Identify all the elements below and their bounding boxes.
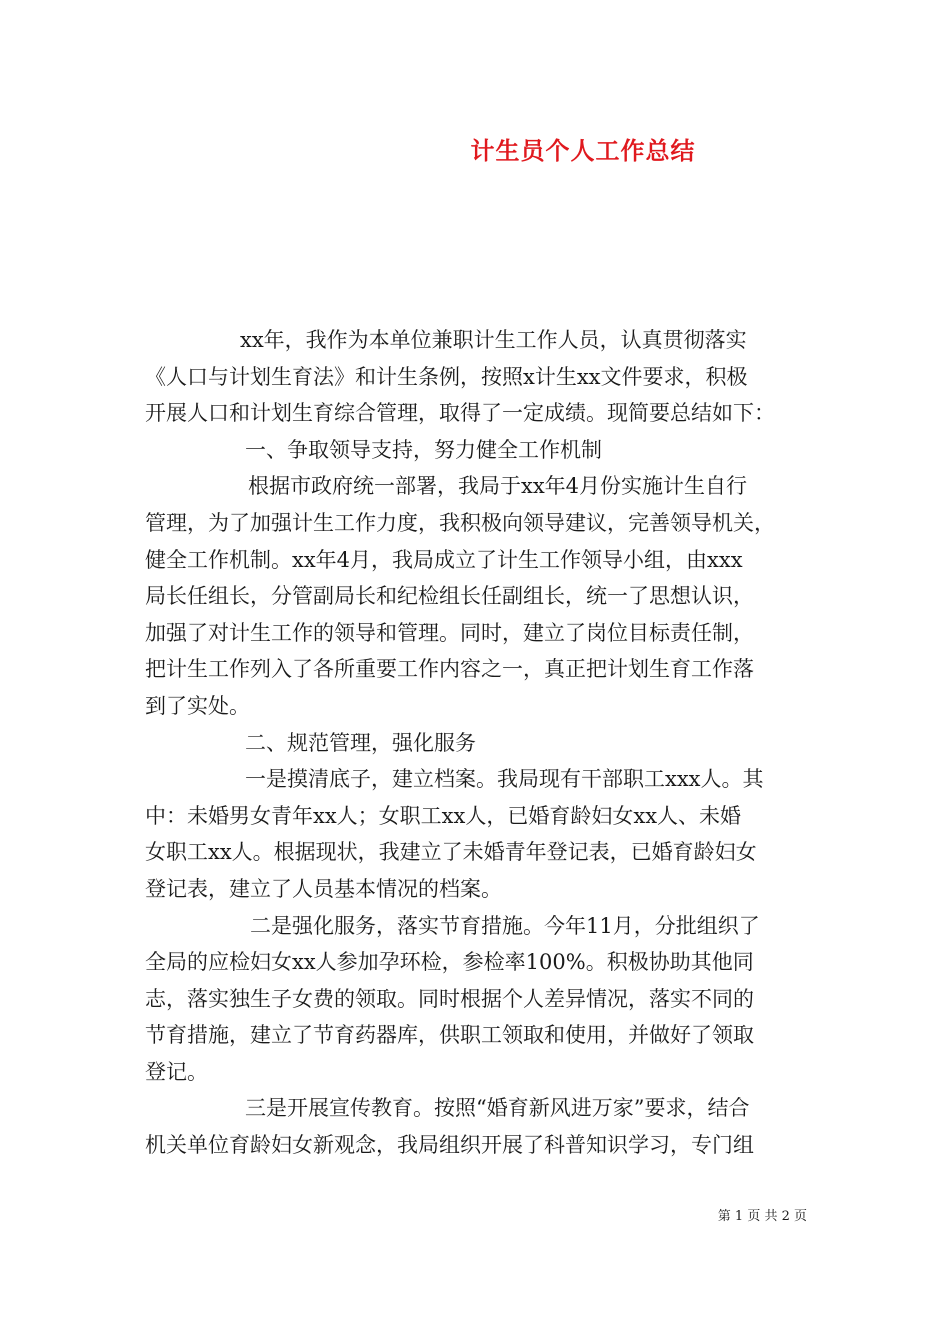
body-line: 到了实处。 xyxy=(145,693,250,718)
body-line: 志，落实独生子女费的领取。同时根据个人差异情况，落实不同的 xyxy=(145,986,754,1011)
body-line: xx年，我作为本单位兼职计生工作人员，认真贯彻落实 xyxy=(240,328,747,352)
body-line: 把计生工作列入了各所重要工作内容之一，真正把计划生育工作落 xyxy=(145,657,754,682)
body-line: 登记表，建立了人员基本情况的档案。 xyxy=(145,876,502,901)
body-line: 机关单位育龄妇女新观念，我局组织开展了科普知识学习，专门组 xyxy=(145,1133,754,1158)
body-line: 根据市政府统一部署，我局于xx年4月份实施计生自行 xyxy=(248,474,748,499)
body-line: 一、争取领导支持，努力健全工作机制 xyxy=(245,437,602,462)
body-line: 节育措施，建立了节育药器库，供职工领取和使用，并做好了领取 xyxy=(145,1023,754,1048)
body-line: 三是开展宣传教育。按照“婚育新风进万家”要求，结合 xyxy=(245,1096,750,1121)
document-title: 计生员个人工作总结 xyxy=(470,136,696,165)
body-line: 中：未婚男女青年xx人；女职工xx人，已婚育龄妇女xx人、未婚 xyxy=(145,803,742,828)
body-line: 开展人口和计划生育综合管理，取得了一定成绩。现简要总结如下： xyxy=(145,401,775,426)
body-line: 女职工xx人。根据现状，我建立了未婚青年登记表，已婚育龄妇女 xyxy=(145,840,757,865)
body-line: 全局的应检妇女xx人参加孕环检，参检率100%。积极协助其他同 xyxy=(145,950,754,975)
document-body xyxy=(145,322,815,1164)
body-line: 登记。 xyxy=(145,1059,208,1084)
body-line: 管理，为了加强计生工作力度，我积极向领导建议，完善领导机关， xyxy=(145,510,775,535)
body-line: 局长任组长，分管副局长和纪检组长任副组长，统一了思想认识， xyxy=(145,584,754,609)
body-line: 二是强化服务，落实节育措施。今年11月，分批组织了 xyxy=(250,913,760,938)
body-line: 《人口与计划生育法》和计生条例，按照x计生xx文件要求，积极 xyxy=(145,364,748,389)
body-line: 健全工作机制。xx年4月，我局成立了计生工作领导小组，由xxx xyxy=(145,547,743,572)
body-line: 一是摸清底子，建立档案。我局现有干部职工xxx人。其 xyxy=(245,767,764,792)
page-number-footer: 第 1 页 共 2 页 xyxy=(717,1209,807,1224)
body-line: 二、规范管理，强化服务 xyxy=(245,730,476,755)
body-line: 加强了对计生工作的领导和管理。同时，建立了岗位目标责任制， xyxy=(145,620,754,645)
